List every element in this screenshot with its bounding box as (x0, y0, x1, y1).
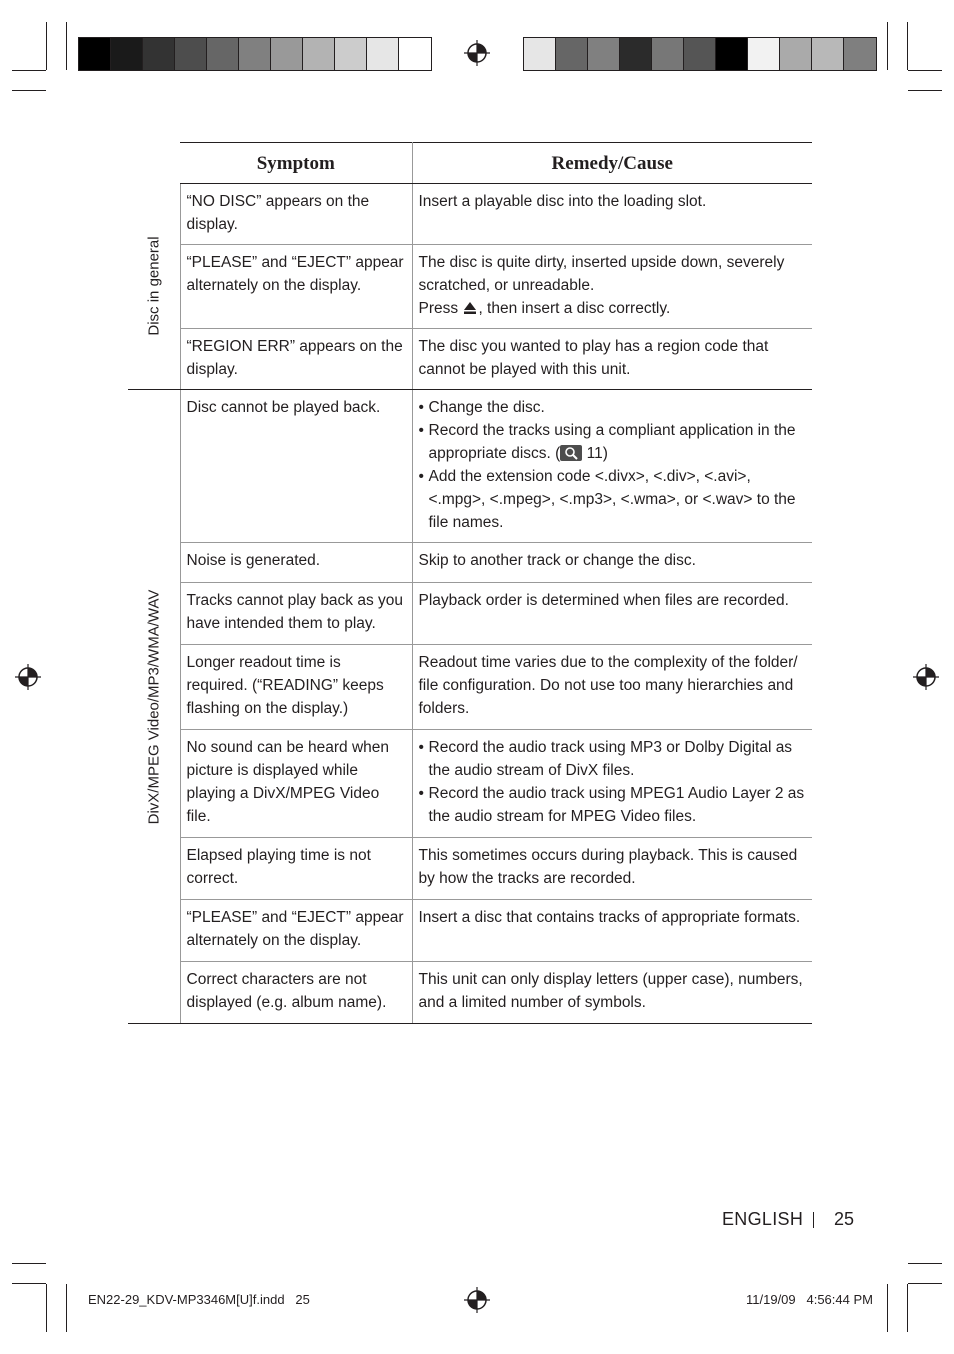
symptom-cell: Disc cannot be played back. (180, 390, 412, 543)
registration-mark-icon (464, 1287, 490, 1313)
crop-mark (66, 1284, 67, 1332)
table-row (128, 184, 812, 245)
crop-mark (908, 90, 942, 91)
footer-divider (813, 1212, 814, 1228)
color-swatch (716, 38, 748, 70)
table-header-row (128, 143, 812, 184)
remedy-bullet (419, 419, 807, 465)
table-row (128, 390, 812, 543)
remedy-cell (412, 390, 812, 543)
table-row (128, 962, 812, 1024)
color-swatch (79, 38, 111, 70)
color-swatch (620, 38, 652, 70)
color-swatch (812, 38, 844, 70)
color-swatch (143, 38, 175, 70)
remedy-cell: This sometimes occurs during playback. This is caused by how the tracks are recorded. (412, 838, 812, 900)
color-swatch (399, 38, 431, 70)
crop-mark (908, 1263, 942, 1264)
remedy-text: The disc is quite dirty, inserted upside down, severely scratched, or unreadable. (418, 254, 785, 294)
color-swatch (175, 38, 207, 70)
table-row (128, 543, 812, 583)
category-cell (128, 184, 180, 390)
crop-mark (887, 1284, 888, 1332)
table-row (128, 245, 812, 329)
remedy-cell: Skip to another track or change the disc. (412, 543, 812, 583)
color-bar-right (523, 37, 877, 71)
remedy-bullet-text: Record the tracks using a compliant application in the appropriate discs. ( (428, 422, 796, 462)
remedy-after-text: , then insert a disc correctly. (478, 300, 671, 317)
crop-mark (66, 22, 67, 70)
remedy-bullet: • Change the disc. (419, 396, 807, 419)
slug-filename: EN22-29_KDV-MP3346M[U]f.indd 25 (88, 1292, 310, 1307)
slug-datetime: 11/19/09 4:56:44 PM (746, 1292, 873, 1307)
color-swatch (335, 38, 367, 70)
crop-mark (908, 1283, 942, 1284)
crop-mark (887, 22, 888, 70)
remedy-cell (412, 245, 812, 329)
symptom-cell: Tracks cannot play back as you have intended them to play. (180, 583, 412, 645)
symptom-cell: “PLEASE” and “EJECT” appear alternately on the display. (180, 245, 412, 329)
crop-mark (12, 90, 46, 91)
color-swatch (524, 38, 556, 70)
crop-mark (12, 70, 46, 71)
remedy-press-text: Press (418, 300, 459, 317)
color-swatch (239, 38, 271, 70)
category-label: Disc in general (145, 236, 163, 336)
remedy-cell: Insert a disc that contains tracks of appropriate formats. (412, 900, 812, 962)
color-bar-left (78, 37, 432, 71)
magnifier-reference-icon (560, 445, 582, 461)
remedy-cell: Playback order is determined when files are recorded. (412, 583, 812, 645)
symptom-cell: “REGION ERR” appears on the display. (180, 329, 412, 390)
table-row (128, 583, 812, 645)
color-swatch (588, 38, 620, 70)
reference-page: 11) (586, 445, 608, 462)
header-blank (128, 143, 180, 184)
symptom-cell: Elapsed playing time is not correct. (180, 838, 412, 900)
crop-mark (46, 1284, 47, 1332)
troubleshooting-table (128, 142, 812, 1024)
table-row (128, 645, 812, 730)
symptom-cell: “NO DISC” appears on the display. (180, 184, 412, 245)
remedy-cell: This unit can only display letters (upper case), numbers, and a limited number of symbols. (412, 962, 812, 1024)
footer-language: ENGLISH (722, 1209, 804, 1229)
color-swatch (844, 38, 876, 70)
registration-mark-icon (464, 40, 490, 66)
color-swatch (207, 38, 239, 70)
symptom-cell: Correct characters are not displayed (e.g. album name). (180, 962, 412, 1024)
header-symptom: Symptom (180, 143, 412, 184)
table-row (128, 329, 812, 390)
crop-mark (907, 22, 908, 70)
category-label: DivX/MPEG Video/MP3/WMA/WAV (145, 589, 163, 824)
color-swatch (652, 38, 684, 70)
color-swatch (684, 38, 716, 70)
color-swatch (111, 38, 143, 70)
remedy-bullet: • Record the audio track using MPEG1 Audio Layer 2 as the audio stream for MPEG Video files. (419, 782, 807, 828)
color-swatch (367, 38, 399, 70)
remedy-bullet: • Record the audio track using MP3 or Dolby Digital as the audio stream of DivX files. (419, 736, 807, 782)
table-row (128, 838, 812, 900)
table-row (128, 900, 812, 962)
symptom-cell: No sound can be heard when picture is displayed while playing a DivX/MPEG Video file. (180, 730, 412, 838)
table-row (128, 730, 812, 838)
crop-mark (908, 70, 942, 71)
header-remedy: Remedy/Cause (412, 143, 812, 184)
color-swatch (748, 38, 780, 70)
symptom-cell: Noise is generated. (180, 543, 412, 583)
color-swatch (303, 38, 335, 70)
remedy-list (419, 396, 807, 534)
color-swatch (780, 38, 812, 70)
crop-mark (907, 1284, 908, 1332)
color-swatch (556, 38, 588, 70)
page-number: 25 (834, 1209, 855, 1229)
crop-mark (12, 1263, 46, 1264)
remedy-bullet: • Add the extension code <.divx>, <.div>, <.avi>, <.mpg>, <.mpeg>, <.mp3>, <.wma>, or <.wav> to the file names. (419, 465, 807, 534)
remedy-cell (412, 730, 812, 838)
crop-mark (12, 1283, 46, 1284)
remedy-cell: The disc you wanted to play has a region code that cannot be played with this unit. (412, 329, 812, 390)
remedy-cell: Readout time varies due to the complexity of the folder/ file configuration. Do not use too many hierarchies and folders. (412, 645, 812, 730)
color-swatch (271, 38, 303, 70)
remedy-list (419, 736, 807, 828)
category-cell (128, 390, 180, 1024)
registration-mark-icon (15, 664, 41, 690)
eject-icon (463, 301, 477, 315)
registration-mark-icon (913, 664, 939, 690)
crop-mark (46, 22, 47, 70)
remedy-cell: Insert a playable disc into the loading slot. (412, 184, 812, 245)
symptom-cell: “PLEASE” and “EJECT” appear alternately on the display. (180, 900, 412, 962)
symptom-cell: Longer readout time is required. (“READING” keeps flashing on the display.) (180, 645, 412, 730)
